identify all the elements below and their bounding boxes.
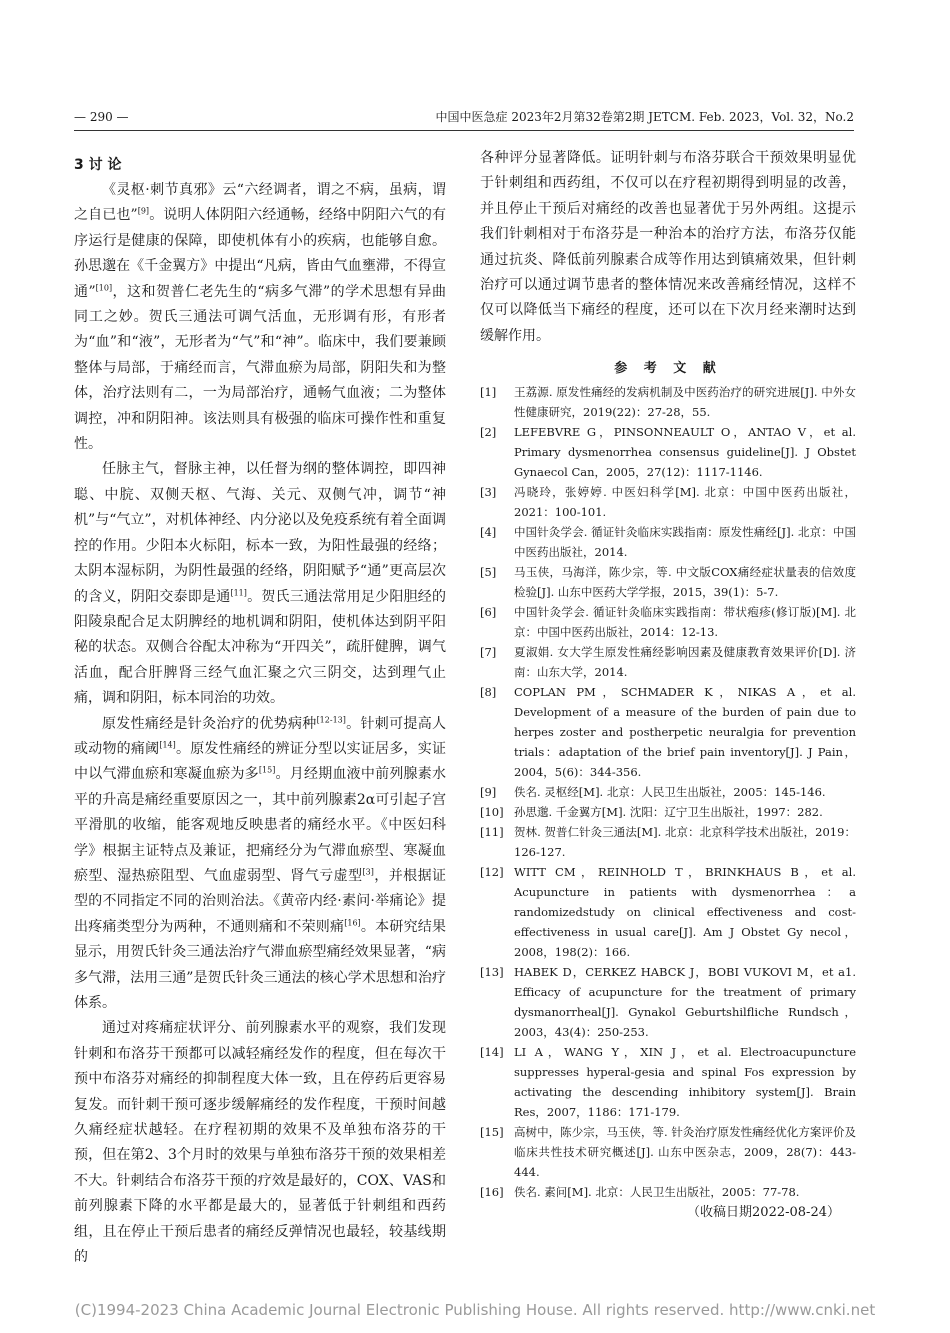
discussion-continuation: 各种评分显著降低。证明针刺与布洛芬联合干预效果明显优于针刺组和西药组，不仅可以在疗程初期得到明显的改善，并且停止干预后对痛经的改善也显著优于另外两组。这提示我们针刺相对于布洛芬是一种治本的治疗方法，布洛芬仅能通过抗炎、降低前列腺素合成等作用达到镇痛效果，但针刺治疗可以通过调节患者的整体情况来改善痛经情况，这样不仅可以降低当下痛经的程度，还可以在下次月经来潮时达到缓解作用。 [480, 150, 856, 344]
reference-text: COPLAN PM，SCHMADER K，NIKAS A，et al. Development of a measure of the burden of pain due to herpes zoster and postherpetic neuralgia for prevention trials：adaptation of the brief pain inventory[J]. J Pain，2004，5(6)：344-356. [514, 685, 856, 780]
reference-text: 中国针灸学会. 循证针灸临床实践指南：带状疱疹(修订版)[M]. 北京：中国中医药出版社，2014：12-13. [514, 605, 856, 640]
paragraph-text: 。说明人体阴阳六经通畅，经络中阴阳六气的有序运行是健康的保障，即使机体有小的疾病，也能够自愈。孙思邈在《千金翼方》中提出“凡病，皆由气血壅滞，不得宣通” [74, 207, 446, 300]
paragraph-text: 通过对疼痛症状评分、前列腺素水平的观察，我们发现针刺和布洛芬干预都可以减轻痛经发作的程度，但在每次干预中布洛芬对痛经的抑制程度大体一致，且在停药后更容易复发。而针刺干预可逐步缓解痛经的发作程度，干预时间越久痛经症状越轻。在疗程初期的效果不及单独布洛芬的干预，但在第2、3个月时的效果与单独布洛芬干预的效果相差不大。针刺结合布洛芬干预的疗效是最好的，COX、VAS和前列腺素下降的水平都是最大的，显著低于针刺组和西药组，且在停止干预后患者的痛经反弹情况也最轻，较基线期的 [74, 1020, 446, 1266]
reference-item [480, 422, 856, 482]
reference-item [480, 862, 856, 962]
reference-number: [8] [480, 685, 497, 700]
citation-marker: [15] [258, 765, 276, 775]
reference-text: 夏淑娟. 女大学生原发性痛经影响因素及健康教育效果评价[D]. 济南：山东大学，2014. [514, 645, 856, 680]
reference-text: WITT CM，REINHOLD T，BRINKHAUS B，et al. Acupuncture in patients with dysmenorrhea：a randomizedstudy on clinical effectiveness and cost-effectiveness in usual care[J]. Am J Obstet Gy necol，2008，198(2)：166. [514, 865, 856, 960]
reference-number: [7] [480, 645, 497, 660]
reference-text: 马玉侠，马海洋，陈少宗，等. 中文版COX痛经症状量表的信效度检验[J]. 山东中医药大学学报，2015，39(1)：5-7. [514, 565, 856, 600]
paragraph [74, 712, 446, 1017]
paragraph-text: 原发性痛经是针灸治疗的优势病种 [102, 715, 317, 732]
page-number: — 290 — [74, 110, 129, 124]
reference-text: 孙思邈. 千金翼方[M]. 沈阳：辽宁卫生出版社，1997：282. [514, 805, 823, 820]
journal-info: 中国中医急症 2023年2月第32卷第2期 JETCM. Feb. 2023，Vol. 32，No.2 [435, 110, 854, 124]
reference-text: 高树中，陈少宗，马玉侠，等. 针灸治疗原发性痛经优化方案评价及临床共性技术研究概述[J]. 山东中医杂志，2009，28(7)：443-444. [514, 1125, 856, 1180]
paragraph [74, 1016, 446, 1270]
reference-number: [9] [480, 785, 497, 800]
reference-number: [5] [480, 565, 497, 580]
copyright-footer: (C)1994-2023 China Academic Journal Electronic Publishing House. All rights reserved. http://www.cnki.net [74, 1301, 876, 1319]
citation-marker: [12-13] [316, 714, 346, 724]
reference-text: LI A，WANG Y，XIN J，et al. Electroacupuncture suppresses hyperal-gesia and spinal Fos expression by activating the descending inhibitory system[J]. Brain Res，2007，1186：171-179. [514, 1045, 856, 1120]
paragraph-text: ，这和贺普仁老先生的“病多气滞”的学术思想有异曲同工之妙。贺氏三通法可调气活血，无形调有形，有形者为“血”和“液”，无形者为“气”和“神”。临床中，我们要兼顾整体与局部，于痛经而言，气滞血瘀为局部，阴阳失和为整体，治疗法则有二，一为局部治疗，通畅气血液；二为整体调控，冲和阴阳神。该法则具有极强的临床可操作性和重复性。 [74, 283, 446, 453]
reference-item [480, 382, 856, 422]
reference-item [480, 1042, 856, 1122]
paragraph [74, 457, 446, 711]
paragraph-text: 。贺氏三通法常用足少阳胆经的阳陵泉配合足太阴脾经的地机调和阴阳，使机体达到阴平阳秘的状态。双侧合谷配太冲称为“开四关”，疏肝健脾，调气活血，配合肝脾肾三经气血汇聚之穴三阴交，达到理气止痛，调和阴阳，标本同治的功效。 [74, 588, 447, 707]
reference-text: 冯晓玲，张婷婷. 中医妇科学[M]. 北京：中国中医药出版社，2021：100-101. [514, 485, 856, 520]
paragraph-text: ，并根据证型的不同指定不同的治则治法。《黄帝内经·素问·举痛论》提出疼痛类型分为两种，不通则痛和不荣则痛 [74, 867, 447, 935]
section-title: 3 讨 论 [74, 157, 122, 173]
paragraph [74, 178, 446, 457]
paragraph-text: 《灵枢·刺节真邪》云“六经调者，谓之不病，虽病，谓之自已也” [74, 182, 446, 224]
reference-number: [13] [480, 965, 504, 980]
reference-number: [15] [480, 1125, 504, 1140]
paragraph-text: 。月经期血液中前列腺素水平的升高是痛经重要原因之一，其中前列腺素2α可引起子宫平滑肌的收缩，能客观地反映患者的痛经水平。《中医妇科学》根据主证特点及兼证，把痛经分为气滞血瘀型、寒凝血瘀型、湿热瘀阻型、气血虚弱型、肾气亏虚型 [74, 766, 447, 884]
reference-number: [4] [480, 525, 497, 540]
page-header [74, 108, 854, 131]
citation-marker: [3] [362, 867, 374, 877]
reference-item [480, 782, 856, 802]
citation-marker: [10] [95, 282, 113, 292]
paragraph-text: 。原发性痛经的辨证分型以实证居多，实证中以气滞血瘀和寒凝血瘀为多 [74, 740, 447, 783]
reference-text: LEFEBVRE G，PINSONNEAULT O，ANTAO V，et al. Primary dysmenorrhea consensus guideline[J]. J Obstet Gynaecol Can，2005，27(12)：1117-1146. [514, 425, 856, 480]
references-list [480, 382, 856, 1202]
reference-item [480, 682, 856, 782]
received-date: （收稿日期2022-08-24） [687, 1205, 840, 1221]
citation-marker: [11] [230, 587, 247, 597]
reference-number: [6] [480, 605, 497, 620]
reference-number: [12] [480, 865, 504, 880]
reference-number: [11] [480, 825, 504, 840]
reference-number: [14] [480, 1045, 504, 1060]
reference-text: 王荔源. 原发性痛经的发病机制及中医药治疗的研究进展[J]. 中外女性健康研究，2019(22)：27-28，55. [514, 385, 856, 420]
left-column [74, 146, 446, 1270]
reference-item [480, 1182, 856, 1202]
reference-text: 佚名. 素问[M]. 北京：人民卫生出版社，2005：77-78. [514, 1185, 800, 1200]
reference-item [480, 482, 856, 522]
reference-item [480, 602, 856, 642]
reference-item [480, 522, 856, 562]
reference-item [480, 962, 856, 1042]
reference-number: [10] [480, 805, 504, 820]
reference-item [480, 802, 856, 822]
reference-item [480, 562, 856, 602]
citation-marker: [16] [344, 918, 361, 928]
reference-number: [3] [480, 485, 497, 500]
paragraph-text: 。本研究结果显示，用贺氏针灸三通法治疗气滞血瘀型痛经效果显著，“病多气滞，法用三通”是贺氏针灸三通法的核心学术思想和治疗体系。 [74, 918, 447, 1011]
citation-marker: [14] [159, 740, 176, 750]
reference-text: 贺林. 贺普仁针灸三通法[M]. 北京：北京科学技术出版社，2019：126-127. [514, 825, 856, 860]
reference-number: [1] [480, 385, 497, 400]
paragraph-text: 。针刺可提高人或动物的痛阈 [74, 715, 447, 757]
reference-number: [16] [480, 1185, 504, 1200]
paragraph-text: 任脉主气，督脉主神，以任督为纲的整体调控，即四神聪、中脘、双侧天枢、气海、关元、双侧气冲，调节“神机”与“气立”，对机体神经、内分泌以及免疫系统有着全面调控的作用。少阳本火标阳，标本一致，为阳性最强的经络；太阴本湿标阴，为阴性最强的经络，阴阳赋予“通”更高层次的含义，阴阳交泰即是通 [74, 461, 446, 605]
citation-marker: [9] [137, 206, 150, 216]
discussion-body [74, 178, 446, 1270]
references-title: 参 考 文 献 [614, 361, 722, 377]
reference-text: HABEK D，CERKEZ HABCK J，BOBI VUKOVI M，et a1. Efficacy of acupuncture for the treatment of primary dysmanorrheal[J]. Gynakol Geburtshilfliche Rundsch，2003，43(4)：250-253. [514, 965, 856, 1040]
reference-number: [2] [480, 425, 497, 440]
reference-text: 中国针灸学会. 循证针灸临床实践指南：原发性痛经[J]. 北京：中国中医药出版社，2014. [514, 525, 856, 560]
reference-item [480, 822, 856, 862]
reference-item [480, 642, 856, 682]
reference-item [480, 1122, 856, 1182]
reference-text: 佚名. 灵枢经[M]. 北京：人民卫生出版社，2005：145-146. [514, 785, 826, 800]
right-column [480, 146, 856, 1224]
